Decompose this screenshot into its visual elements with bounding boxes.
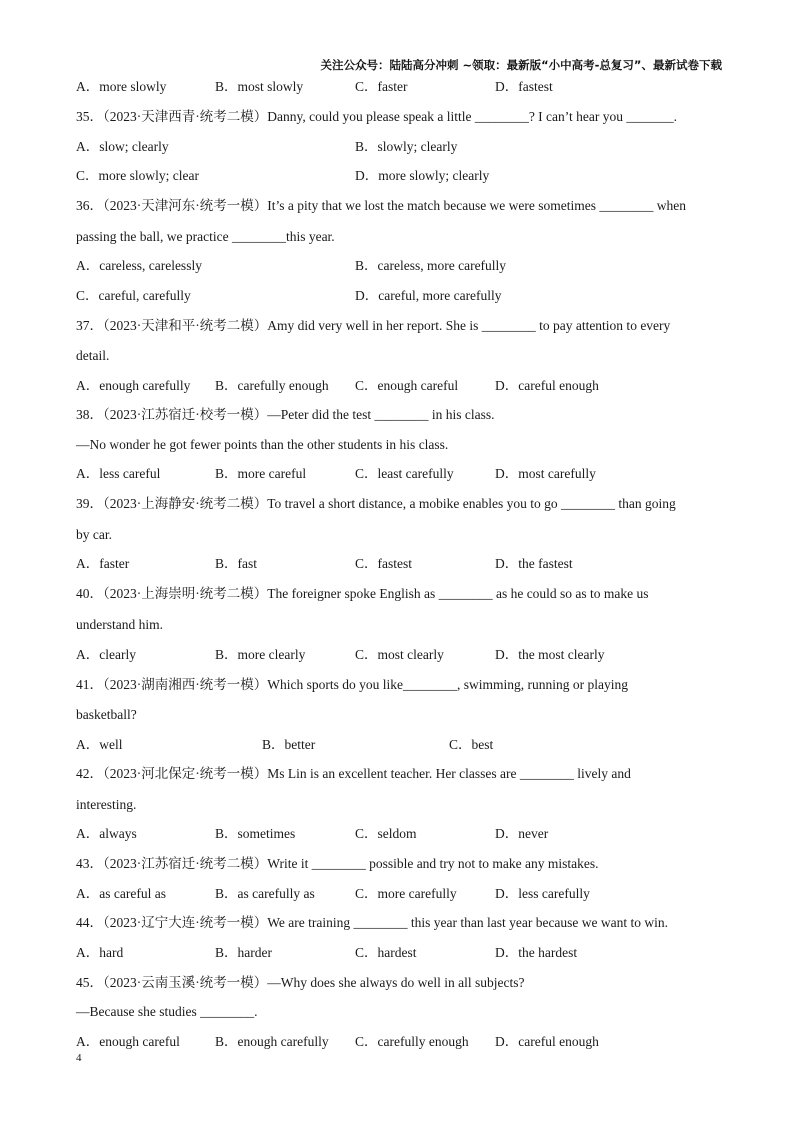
option-a: A．as careful as: [76, 886, 166, 901]
question-text-continued: basketball?: [76, 707, 137, 722]
question-43-stem: [76, 854, 599, 874]
question-source: （2023·天津和平·统考二模）: [103, 318, 268, 333]
question-text-continued: understand him.: [76, 617, 163, 632]
option-a: A．less careful: [76, 466, 161, 481]
question-text-continued: —No wonder he got fewer points than the other students in his class.: [76, 437, 449, 452]
option-d: D．careful enough: [495, 378, 599, 393]
question-number: 43．: [76, 856, 103, 871]
option-d: D．less carefully: [495, 886, 590, 901]
option-b: B．carefully enough: [215, 378, 329, 393]
option-c: C．best: [449, 737, 494, 752]
option-c: C．enough careful: [355, 378, 459, 393]
option-b: B．fast: [215, 556, 257, 571]
question-text: —Why does she always do well in all subjects?: [267, 975, 525, 990]
option-c: C．careful, carefully: [76, 288, 191, 303]
options-row: [0, 824, 800, 844]
question-number: 42．: [76, 766, 103, 781]
option-a: A．always: [76, 826, 137, 841]
option-b: B．enough carefully: [215, 1034, 329, 1049]
options-row: [0, 137, 800, 157]
question-text: Write it ________ possible and try not to make any mistakes.: [267, 856, 599, 871]
question-text-continued: detail.: [76, 348, 110, 363]
question-text-continued: by car.: [76, 527, 112, 542]
question-number: 39．: [76, 496, 103, 511]
question-number: 44．: [76, 915, 103, 930]
question-number: 36．: [76, 198, 103, 213]
options-row: [0, 943, 800, 963]
option-b: B．sometimes: [215, 826, 296, 841]
question-text: It’s a pity that we lost the match because we were sometimes ________ when: [267, 198, 687, 213]
question-text: Amy did very well in her report. She is ________ to pay attention to every: [267, 318, 671, 333]
option-a: A．enough carefully: [76, 378, 191, 393]
question-39-stem: [76, 494, 676, 514]
page-number: 4: [76, 1052, 82, 1064]
options-row: [0, 1032, 800, 1052]
question-number: 41．: [76, 677, 103, 692]
option-d: D．more slowly; clearly: [355, 168, 490, 183]
question-source: （2023·江苏宿迁·统考二模）: [103, 856, 268, 871]
question-text: Which sports do you like________, swimming, running or playing: [267, 677, 628, 692]
question-38-stem: [76, 405, 494, 425]
option-a: A．slow; clearly: [76, 139, 169, 154]
option-a: A．hard: [76, 945, 124, 960]
options-row: [0, 286, 800, 306]
options-row: [0, 376, 800, 396]
question-text: —Peter did the test ________ in his class.: [267, 407, 495, 422]
question-source: （2023·湖南湘西·统考一模）: [103, 677, 268, 692]
option-d: D．most carefully: [495, 466, 596, 481]
question-text-continued: —Because she studies ________.: [76, 1004, 258, 1019]
options-row: [0, 554, 800, 574]
option-c: C．more slowly; clear: [76, 168, 199, 183]
question-source: （2023·上海静安·统考二模）: [103, 496, 268, 511]
option-d: D．never: [495, 826, 549, 841]
options-row: [0, 464, 800, 484]
question-number: 45．: [76, 975, 103, 990]
option-b: B．most slowly: [215, 79, 304, 94]
question-number: 35．: [76, 109, 103, 124]
question-text: We are training ________ this year than last year because we want to win.: [267, 915, 669, 930]
question-text: Ms Lin is an excellent teacher. Her classes are ________ lively and: [267, 766, 631, 781]
question-source: （2023·天津河东·统考一模）: [103, 198, 268, 213]
option-a: A．faster: [76, 556, 130, 571]
question-number: 40．: [76, 586, 103, 601]
options-row: [0, 735, 800, 755]
question-source: （2023·江苏宿迁·校考一模）: [103, 407, 268, 422]
option-a: A．enough careful: [76, 1034, 180, 1049]
question-source: （2023·天津西青·统考二模）: [103, 109, 268, 124]
option-d: D．careful enough: [495, 1034, 599, 1049]
option-a: A．careless, carelessly: [76, 258, 202, 273]
question-number: 37．: [76, 318, 103, 333]
question-source: （2023·辽宁大连·统考一模）: [103, 915, 268, 930]
option-b: B．more careful: [215, 466, 307, 481]
question-42-stem: [76, 764, 631, 784]
option-c: C．more carefully: [355, 886, 457, 901]
options-row: [0, 256, 800, 276]
option-a: A．clearly: [76, 647, 136, 662]
option-d: D．the hardest: [495, 945, 578, 960]
question-44-stem: [76, 913, 668, 933]
options-row: [0, 77, 800, 97]
option-b: B．slowly; clearly: [355, 139, 458, 154]
question-37-stem: [76, 316, 670, 336]
question-41-stem: [76, 675, 628, 695]
option-b: B．as carefully as: [215, 886, 315, 901]
question-35-stem: [76, 107, 677, 127]
question-source: （2023·上海崇明·统考二模）: [103, 586, 268, 601]
question-45-stem: [76, 973, 524, 993]
question-36-stem: [76, 196, 686, 216]
option-b: B．more clearly: [215, 647, 306, 662]
option-b: B．harder: [215, 945, 272, 960]
option-a: A．well: [76, 737, 123, 752]
question-source: （2023·云南玉溪·统考一模）: [103, 975, 268, 990]
question-number: 38．: [76, 407, 103, 422]
options-row: [0, 166, 800, 186]
question-text-continued: interesting.: [76, 797, 137, 812]
option-c: C．most clearly: [355, 647, 444, 662]
options-row: [0, 884, 800, 904]
question-text: Danny, could you please speak a little ________? I can’t hear you _______.: [267, 109, 678, 124]
option-d: D．careful, more carefully: [355, 288, 502, 303]
option-d: D．fastest: [495, 79, 553, 94]
promo-header: 关注公众号：陆陆高分冲刺 ~领取：最新版“小中高考-总复习”、最新试卷下载: [320, 58, 722, 72]
option-c: C．carefully enough: [355, 1034, 469, 1049]
option-c: C．hardest: [355, 945, 417, 960]
question-40-stem: [76, 584, 649, 604]
option-b: B．careless, more carefully: [355, 258, 507, 273]
option-c: C．seldom: [355, 826, 417, 841]
option-d: D．the fastest: [495, 556, 573, 571]
question-text: To travel a short distance, a mobike enables you to go ________ than going: [267, 496, 676, 511]
question-text: The foreigner spoke English as ________ as he could so as to make us: [267, 586, 649, 601]
question-source: （2023·河北保定·统考一模）: [103, 766, 268, 781]
option-a: A．more slowly: [76, 79, 167, 94]
option-b: B．better: [262, 737, 316, 752]
question-text-continued: passing the ball, we practice ________this year.: [76, 229, 335, 244]
option-c: C．fastest: [355, 556, 412, 571]
option-c: C．least carefully: [355, 466, 454, 481]
options-row: [0, 645, 800, 665]
option-d: D．the most clearly: [495, 647, 605, 662]
option-c: C．faster: [355, 79, 408, 94]
